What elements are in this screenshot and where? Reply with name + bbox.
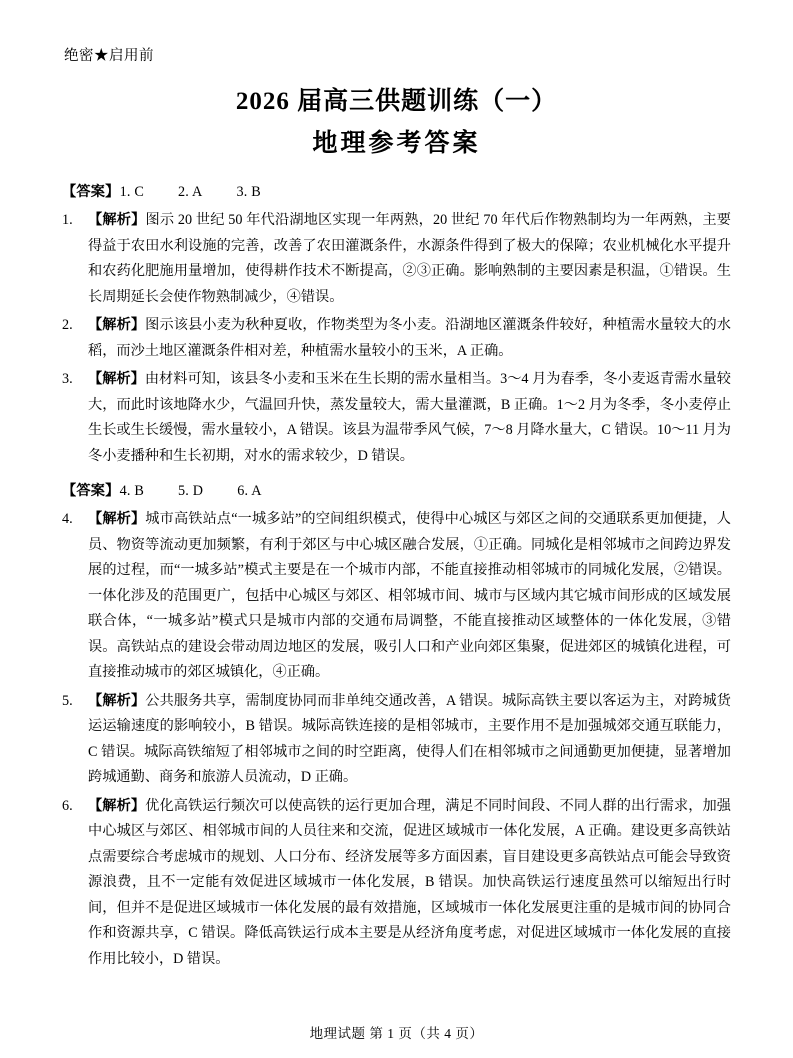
answer-item: 4. B [119, 483, 145, 499]
answer-item: 5. D [178, 483, 204, 499]
explanation-tag: 【解析】 [88, 371, 145, 387]
explanation-number: 4. [62, 511, 73, 527]
explanation-number: 6. [62, 797, 73, 814]
page-subtitle: 地理参考答案 [312, 130, 481, 157]
explanation-item [62, 208, 731, 310]
explanation-number: 5. [62, 692, 73, 709]
answer-item: 1. C [119, 184, 145, 200]
explanation-text: 图示该县小麦为秋种夏收，作物类型为冬小麦。沿湖地区灌溉条件较好，种植需水量较大的水稻，而沙土地区灌溉条件相对差，种植需水量较小的玉米，A 正确。 [88, 317, 731, 359]
answer-summary-row-1 [62, 181, 731, 201]
answer-item: 3. B [236, 184, 261, 200]
explanation-tag: 【解析】 [88, 317, 146, 333]
explanation-tag: 【解析】 [88, 797, 146, 814]
explanation-item [62, 313, 731, 364]
explanation-number: 1. [62, 212, 73, 228]
page-footer: 地理试题 第 1 页（共 4 页） [309, 1026, 484, 1041]
explanation-item [62, 367, 731, 469]
explanation-item [62, 689, 731, 791]
answer-item: 2. A [178, 184, 203, 200]
answer-summary-row-2 [62, 480, 731, 500]
explanation-text: 城市高铁站点“一城多站”的空间组织模式，使得中心城区与郊区之间的交通联系更加便捷，人员、物资等流动更加频繁，有利于郊区与中心城区融合发展，①正确。同城化是相邻城市之间跨边界发展的过程，而“一城多站”模式主要是在一个城市内部，不能直接推动相邻城市的同城化发展，②错误。一体化涉及的范围更广，包括中心城区与郊区、相邻城市间、城市与区域内其它城市间形成的区域发展联合体，“一城多站”模式只是城市内部的交通布局调整，不能直接推动区域整体的一体化发展，③错误。高铁站点的建设会带动周边地区的发展，吸引人口和产业向郊区集聚，促进郊区的城镇化进程，可直接推动城市的郊区城镇化，④正确。 [88, 511, 731, 680]
answer-label: 【答案】 [62, 483, 120, 499]
explanation-tag: 【解析】 [88, 212, 146, 228]
explanation-number: 2. [62, 317, 73, 333]
explanation-item [62, 507, 731, 686]
explanation-number: 3. [62, 371, 73, 387]
explanation-text: 公共服务共享，需制度协同而非单纯交通改善，A 错误。城际高铁主要以客运为主，对跨城货运运输速度的影响较小，B 错误。城际高铁连接的是相邻城市，主要作用不是加强城郊交通互联能力，C 错误。城际高铁缩短了相邻城市之间的时空距离，使得人们在相邻城市之间通勤更加便捷，显著增加跨城通勤、商务和旅游人员流动，D 正确。 [88, 692, 731, 785]
explanation-tag: 【解析】 [88, 511, 146, 527]
explanation-text: 图示 20 世纪 50 年代沿湖地区实现一年两熟，20 世纪 70 年代后作物熟制均为一年两熟，主要得益于农田水利设施的完善，改善了农田灌溉条件，水源条件得到了极大的保障；农业机械化水平提升和农药化肥施用量增加，使得耕作技术不断提高，②③正确。影响熟制的主要因素是积温，①错误。生长周期延长会使作物熟制减少，④错误。 [88, 212, 731, 305]
page-title: 2026 届高三供题训练（一） [235, 88, 558, 115]
explanation-text: 由材料可知，该县冬小麦和玉米在生长期的需水量相当。3～4 月为春季，冬小麦返青需水量较大，而此时该地降水少，气温回升快，蒸发量较大，需大量灌溉，B 正确。1～2 月为冬季，冬小麦停止生长或生长缓慢，需水量较小，A 错误。该县为温带季风气候，7～8 月降水量大，C 错误。10～11 月为冬小麦播种和生长初期，对水的需求较少，D 错误。 [88, 371, 731, 464]
explanation-item [62, 794, 731, 973]
secret-notice: 绝密★启用前 [64, 48, 154, 64]
answer-label: 【答案】 [62, 184, 120, 200]
explanation-text: 优化高铁运行频次可以使高铁的运行更加合理，满足不同时间段、不同人群的出行需求，加强中心城区与郊区、相邻城市间的人员往来和交流，促进区域城市一体化发展，A 正确。建设更多高铁站点需要综合考虑城市的规划、人口分布、经济发展等多方面因素，盲目建设更多高铁站点可能会导致资源浪费，且不一定能有效促进区域城市一体化发展，B 错误。加快高铁运行速度虽然可以缩短出行时间，但并不是促进区域城市一体化发展的最有效措施，区域城市一体化发展更注重的是城市间的协同合作和资源共享，C 错误。降低高铁运行成本主要是从经济角度考虑，对促进区域城市一体化发展的直接作用比较小，D 错误。 [88, 797, 731, 967]
answer-item: 6. A [237, 483, 262, 499]
explanation-tag: 【解析】 [88, 692, 146, 709]
